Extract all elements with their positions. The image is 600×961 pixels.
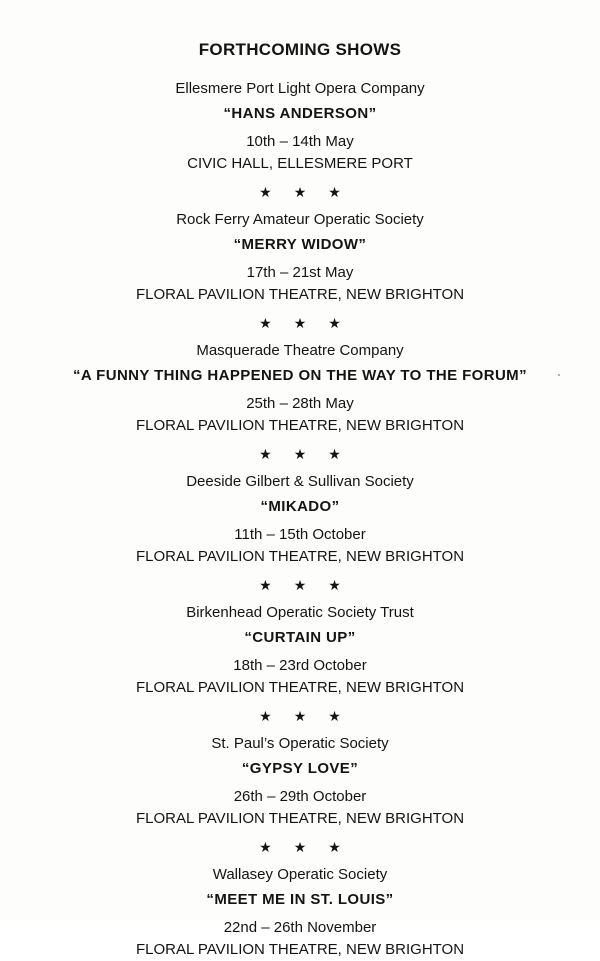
company-name: Wallasey Operatic Society xyxy=(212,866,388,883)
show-title: “MEET ME IN ST. LOUIS” xyxy=(206,891,394,908)
page-title: FORTHCOMING SHOWS xyxy=(198,40,402,59)
show-venue: FLORAL PAVILION THEATRE, NEW BRIGHTON xyxy=(135,810,465,827)
show-entry xyxy=(0,78,600,175)
show-venue: FLORAL PAVILION THEATRE, NEW BRIGHTON xyxy=(135,286,465,303)
show-entry xyxy=(0,733,600,830)
show-dates: 17th – 21st May xyxy=(246,264,354,281)
show-list xyxy=(0,78,600,961)
show-dates: 26th – 29th October xyxy=(233,788,367,805)
show-dates: 22nd – 26th November xyxy=(223,919,377,936)
show-dates: 18th – 23rd October xyxy=(233,657,367,674)
star-separator: ★★★ xyxy=(259,446,363,462)
show-entry xyxy=(0,602,600,699)
show-title: “GYPSY LOVE” xyxy=(241,760,359,777)
show-venue: CIVIC HALL, ELLESMERE PORT xyxy=(187,155,413,172)
show-title: “HANS ANDERSON” xyxy=(223,105,377,122)
company-name: Deeside Gilbert & Sullivan Society xyxy=(186,473,414,490)
company-name: Rock Ferry Amateur Operatic Society xyxy=(176,211,424,228)
star-separator: ★★★ xyxy=(259,839,363,855)
show-dates: 25th – 28th May xyxy=(246,395,354,412)
star-separator: ★★★ xyxy=(259,577,363,593)
show-title: “A FUNNY THING HAPPENED ON THE WAY TO THE FORUM” xyxy=(73,367,527,384)
show-venue: FLORAL PAVILION THEATRE, NEW BRIGHTON xyxy=(135,548,465,565)
show-title: “CURTAIN UP” xyxy=(244,629,356,646)
company-name: Ellesmere Port Light Opera Company xyxy=(175,80,425,97)
show-entry xyxy=(0,209,600,306)
show-dates: 10th – 14th May xyxy=(246,133,354,150)
paper-speck xyxy=(558,374,560,376)
star-separator: ★★★ xyxy=(259,708,363,724)
show-title: “MERRY WIDOW” xyxy=(233,236,367,253)
company-name: St. Paul’s Operatic Society xyxy=(211,735,389,752)
show-title: “MIKADO” xyxy=(260,498,340,515)
show-venue: FLORAL PAVILION THEATRE, NEW BRIGHTON xyxy=(135,417,465,434)
star-separator: ★★★ xyxy=(259,315,363,331)
star-separator: ★★★ xyxy=(259,184,363,200)
company-name: Masquerade Theatre Company xyxy=(196,342,404,359)
show-entry xyxy=(0,471,600,568)
show-venue: FLORAL PAVILION THEATRE, NEW BRIGHTON xyxy=(135,941,465,958)
show-venue: FLORAL PAVILION THEATRE, NEW BRIGHTON xyxy=(135,679,465,696)
show-entry xyxy=(0,864,600,961)
show-dates: 11th – 15th October xyxy=(234,526,366,543)
show-entry xyxy=(0,340,600,437)
company-name: Birkenhead Operatic Society Trust xyxy=(186,604,414,621)
